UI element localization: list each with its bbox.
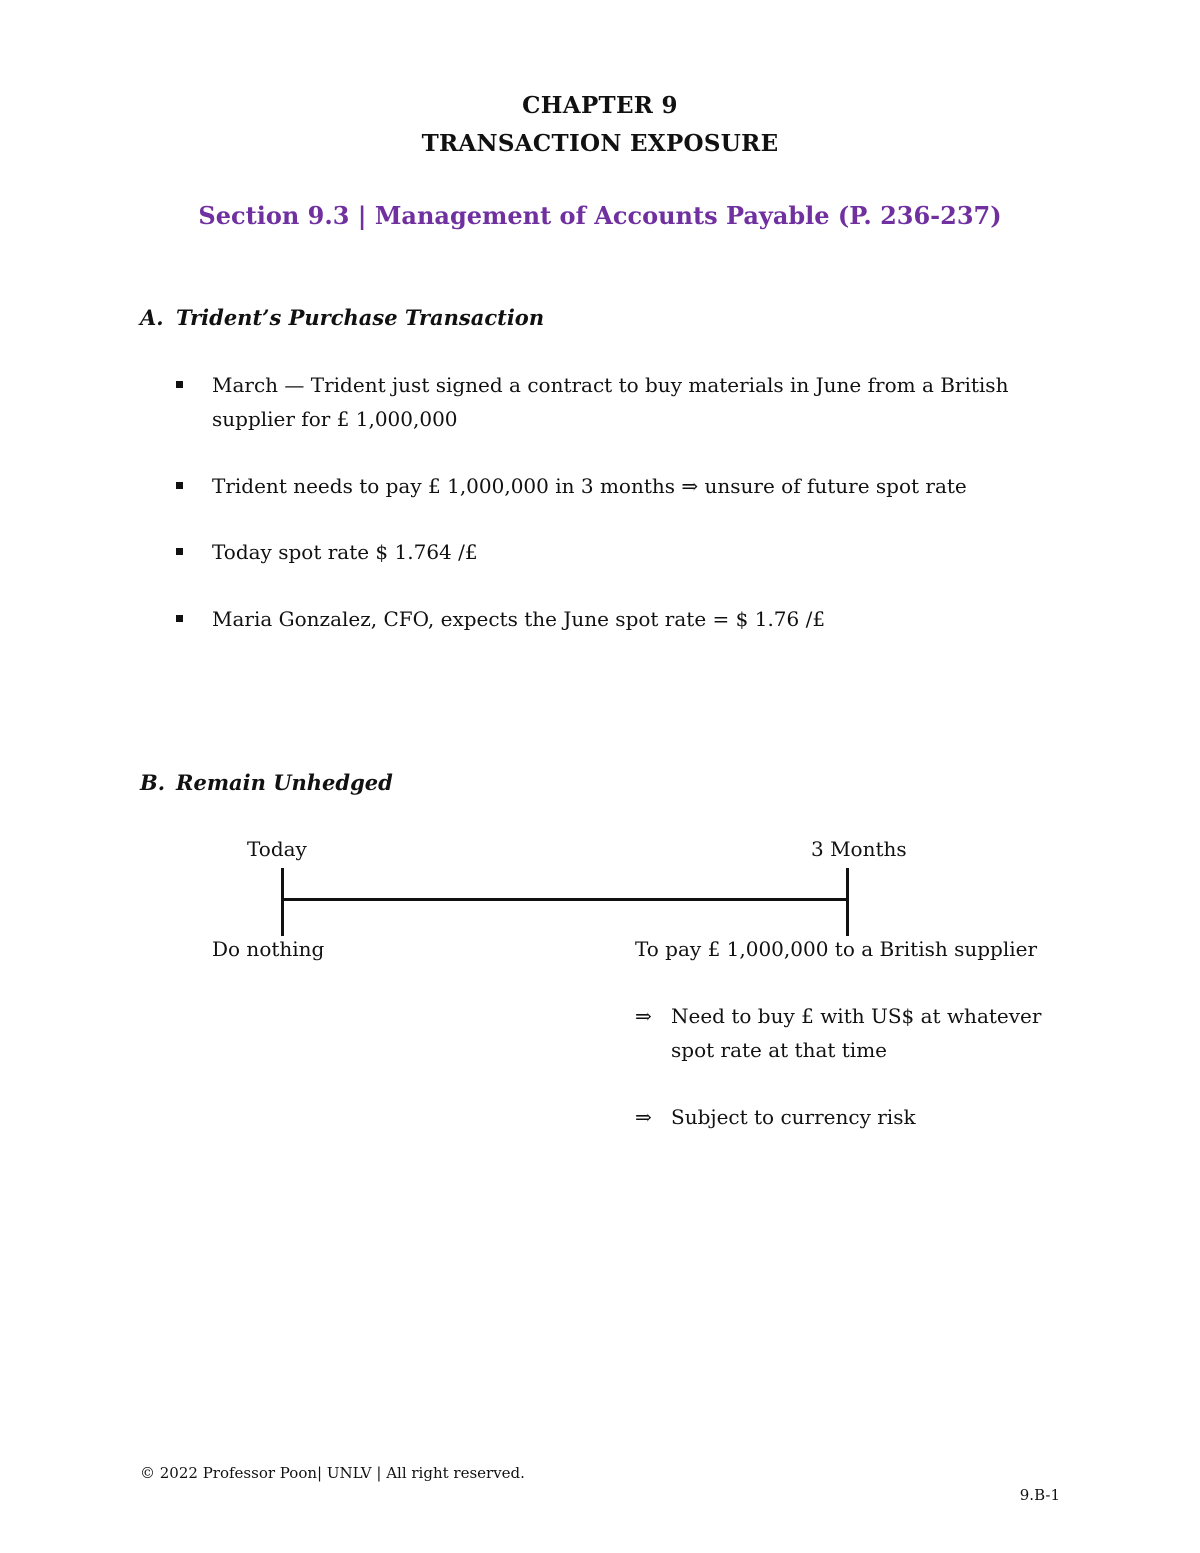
footer-copyright: © 2022 Professor Poon| UNLV | All right reserved. <box>140 1464 525 1482</box>
consequence-item-2 <box>635 1100 1055 1134</box>
heading-b-title: Remain Unhedged <box>176 770 393 795</box>
bullet-item-1-line-2: supplier for £ 1,000,000 <box>212 407 458 431</box>
consequence-item-1 <box>635 999 1055 1067</box>
chapter-title: TRANSACTION EXPOSURE <box>421 130 779 157</box>
timeline-end-tick <box>846 868 849 936</box>
timeline-axis <box>282 898 848 901</box>
heading-b-letter: B. <box>140 770 166 795</box>
timeline-start-tick <box>281 868 284 936</box>
heading-a-letter: A. <box>140 305 164 330</box>
chapter-number: CHAPTER 9 <box>522 92 678 119</box>
bullet-item-4-text: Maria Gonzalez, CFO, expects the June spot rate = $ 1.76 /£ <box>212 607 826 631</box>
square-bullet-icon <box>176 482 183 489</box>
bullet-item-2 <box>176 469 1056 503</box>
bullet-item-1-line-1: March — Trident just signed a contract to buy materials in June from a British <box>212 373 1009 397</box>
square-bullet-icon <box>176 615 183 622</box>
page-number: 9.B-1 <box>1019 1486 1060 1504</box>
consequence-item-1-line-2: spot rate at that time <box>671 1038 888 1062</box>
bullet-item-4 <box>176 602 1056 636</box>
heading-a <box>140 305 544 330</box>
heading-a-title: Trident’s Purchase Transaction <box>176 305 545 330</box>
timeline-end-label: 3 Months <box>811 837 907 861</box>
implies-arrow-icon: ⇒ <box>635 1004 652 1028</box>
square-bullet-icon <box>176 548 183 555</box>
square-bullet-icon <box>176 381 183 388</box>
bullet-item-1 <box>176 368 1056 436</box>
consequence-item-2-text: Subject to currency risk <box>671 1105 916 1129</box>
section-title: Section 9.3 | Management of Accounts Payable (P. 236-237) <box>198 201 1002 230</box>
timeline-start-action: Do nothing <box>212 937 325 961</box>
timeline-end-action: To pay £ 1,000,000 to a British supplier <box>635 937 1038 961</box>
consequence-item-1-line-1: Need to buy £ with US$ at whatever <box>671 1004 1042 1028</box>
timeline-start-label: Today <box>247 837 307 861</box>
bullet-item-2-text: Trident needs to pay £ 1,000,000 in 3 months ⇒ unsure of future spot rate <box>212 474 967 498</box>
bullet-item-3 <box>176 535 1056 569</box>
bullet-item-3-text: Today spot rate $ 1.764 /£ <box>212 540 478 564</box>
heading-b <box>140 770 393 795</box>
implies-arrow-icon: ⇒ <box>635 1105 652 1129</box>
